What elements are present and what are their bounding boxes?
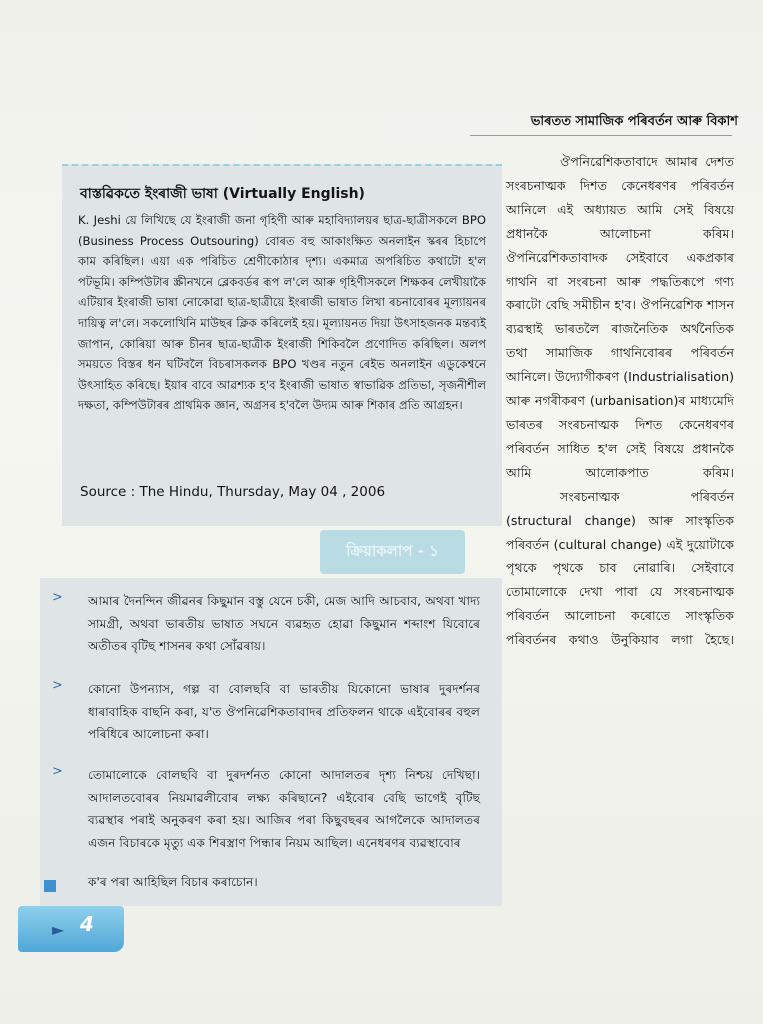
activity-item (52, 764, 480, 854)
activity-item-text: আমাৰ দৈনন্দিন জীৱনৰ কিছুমান বস্তু যেনে চকী, মেজ আদি আচবাব, অথবা খাদ্য সামগ্ৰী, অথবা ভাৰতীয় ভাষাত সঘনে ব্যৱহৃত হোৱা কিছুমান শব্দাংশ যিবোৰে অতীতৰ বৃটিছ শাসনৰ কথা সোঁৱৰায়। (88, 594, 480, 653)
info-box-source: Source : The Hindu, Thursday, May 04 , 2006 (80, 484, 386, 500)
arrow-bullet-icon: > (52, 678, 63, 693)
activity-last-line: ক'ৰ পৰা আহিছিল বিচাৰ কৰাচোন। (88, 875, 258, 889)
info-box-title: বাস্তৱিকতে ইংৰাজী ভাষা (Virtually English) (80, 186, 365, 202)
activity-item-text: তোমালোকে বোলছবি বা দুৰদৰ্শনত কোনো আদালতৰ দৃশ্য নিশ্চয় দেখিছা। আদালতবোৰৰ নিয়মাৱলীবোৰ লক্ষ্য কৰিছানে? এইবোৰ বেছি ভাগেই বৃটিছ ব্যৱস্থাৰ পৰাই অনুকৰণ কৰা হয়। আজিৰ পৰা কিছুবছৰৰ আগলৈকে আদালতৰ এজন বিচাৰকে মৃত্যু এক শিৰস্ত্ৰাণ পিন্ধাৰ নিয়ম আছিল। এনেধৰণৰ ব্যৱস্থাবোৰ (88, 768, 480, 850)
right-column-paragraph: সংৰচনাত্মক পৰিবৰ্তন (structural change) আৰু সাংস্কৃতিক পৰিবৰ্তন (cultural change) এই দুয়োটাকে পৃথকে পৃথকে চাব নোৱাৰি। সেইবাবে তোমালোকে দেখা পাবা যে সংৰচনাত্মক পৰিবৰ্তন আলোচনা কৰোতে সাংস্কৃতিক পৰিবৰ্তনৰ কথাও উনুকিয়াব লগা হৈছে। (506, 488, 734, 648)
right-column-paragraph: ঔপনিৱেশিকতাবাদে আমাৰ দেশত সংৰচনাত্মক দিশত কেনেধৰণৰ পৰিবৰ্তন আনিলে এই অধ্যায়ত আমি সেই বিষয়ে প্ৰধানকৈ আলোচনা কৰিম। ঔপনিৱেশিকতাবাদক সেইবাবে একপ্ৰকাৰ গাথনি বা সংৰচনা আৰু পদ্ধতিৰূপে গণ্য কৰাটো বেছি সমীচীন হ'ব। ঔপনিৱেশিক শাসন ব্যৱস্থাই ভাৰতলৈ ৰাজনৈতিক অৰ্থনৈতিক তথা সামাজিক গাথনিবোৰৰ পৰিবৰ্তন আনিলে। উদ্যোগীকৰণ (Industrialisation) আৰু নগৰীকৰণ (urbanisation)ৰ মাধ্যমেদি ভাৰতৰ সংৰচনাত্মক দিশত কেনেধৰণৰ পৰিবৰ্তন সাধিত হ'ল সেই বিষয়ে প্ৰধানকৈ আমি আলোকপাত কৰিম। (506, 154, 734, 480)
arrow-bullet-icon: > (52, 590, 63, 605)
square-bullet-icon (44, 880, 56, 892)
running-header: ভাৰতত সামাজিক পৰিবৰ্তন আৰু বিকাশ (530, 114, 738, 129)
right-column (506, 150, 734, 652)
activity-item (52, 678, 480, 746)
header-rule (470, 135, 732, 136)
info-box-paragraph: K. Jeshi য়ে লিখিছে যে ইংৰাজী জনা গৃহিণী আৰু মহাবিদ্যালয়ৰ ছাত্ৰ-ছাত্ৰীসকলে BPO (Business Process Outsouring) বোৰত বহু আকাংক্ষিত অনলাইন স্কৰৰ হিচাপে কাম কৰিছিল। এয়া এক পৰিচিত শ্ৰেণীকোঠাৰ দৃশ্য। একমাত্ৰ অপৰিচিত কথাটো হ'ল পটভূমি। কম্পিউটাৰ স্ক্ৰীনখনে ব্লেকবৰ্ডৰ ৰূপ ল'লে আৰু গৃহিণীসকলে শিক্ষকৰ লেখীয়াকৈ এটিয়াৰ ইংৰাজী ভাষা নোকোৱা ছাত্ৰ-ছাত্ৰীয়ে ইংৰাজী ভাষাত লিখা ৰচনাবোৰৰ মূল্যায়নৰ দায়িত্ব ল'লে। সকলোখিনি মাউছৰ ক্লিক কৰিলেই হয়। মূল্যায়নত দিয়া উৎসাহজনক মন্তব্যই জাপান, কোৰিয়া আৰু চীনৰ ছাত্ৰ-ছাত্ৰীক ইংৰাজী শিকিবলৈ প্ৰণোদিত কৰিছিল। অলপ সময়তে বিস্তৰ ধন ঘটিবলৈ বিচৰাসকলক BPO খণ্ডৰ নতুন ৰেইভ অনলাইন এডুকেশ্বনে উৎসাহিত কৰিছে। ইয়াৰ বাবে আৱশ্যক হ'ব ইংৰাজী ভাষাত স্বাভাৱিক প্ৰতিভা, সৃজনীশীল দক্ষতা, কম্পিউটাৰৰ প্ৰাথমিক জ্ঞান, অগ্ৰসৰ হ'বলৈ উদ্যম আৰু শিকাৰ প্ৰতি আগ্ৰহন। (78, 213, 486, 413)
page-number: 4 (80, 912, 94, 936)
page-number-badge (18, 906, 124, 952)
fish-icon: ► (52, 920, 65, 939)
arrow-bullet-icon: > (52, 764, 63, 779)
activity-label: ক্ৰিয়াকলাপ - ১ (320, 530, 465, 574)
activity-item-text: কোনো উপন্যাস, গল্প বা বোলছবি বা ভাৰতীয় যিকোনো ভাষাৰ দুৰদৰ্শনৰ ধাৰাবাহিক বাছনি কৰা, য'ত ঔপনিৱেশিকতাবাদৰ প্ৰতিফলন থাকে এইবোৰৰ বহুল পৰিধিৰে আলোচনা কৰা। (88, 682, 480, 741)
info-box-body (78, 210, 486, 416)
activity-item (52, 590, 480, 658)
